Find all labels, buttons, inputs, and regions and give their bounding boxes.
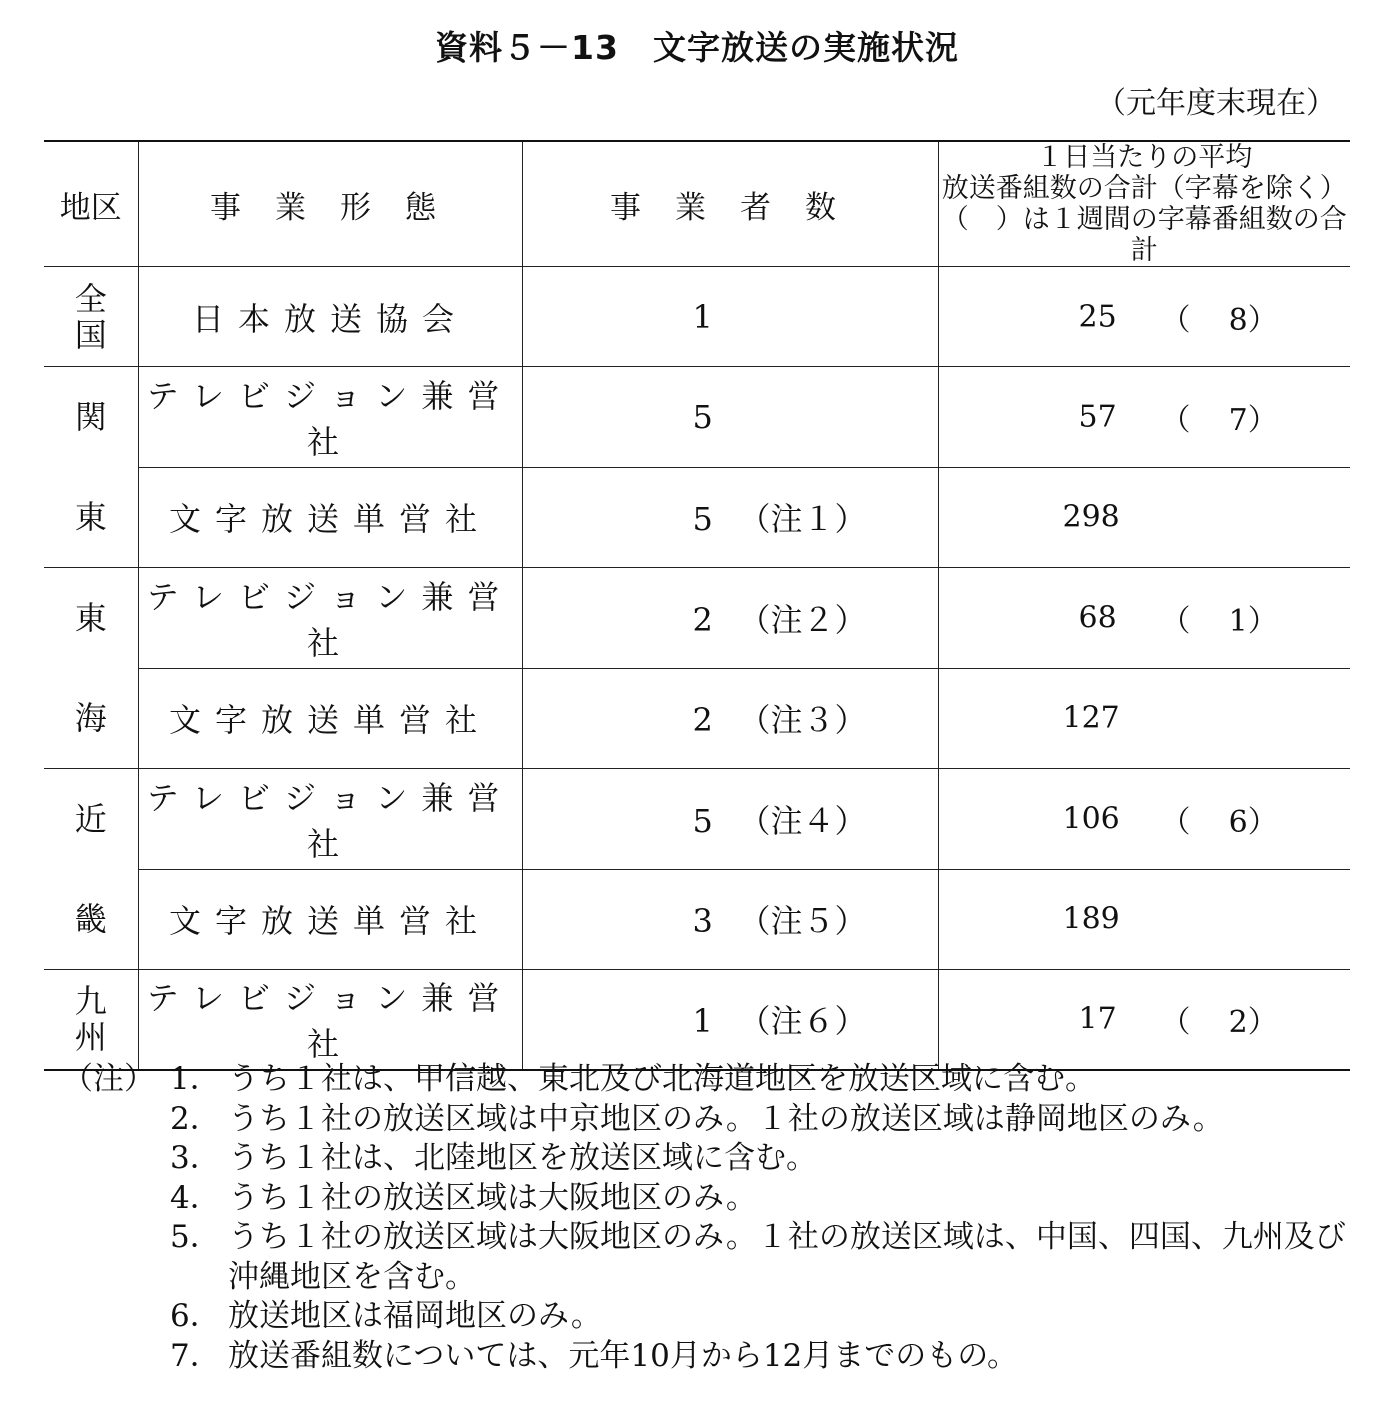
operator-note: （注４） bbox=[738, 801, 867, 840]
operator-count: 1 bbox=[692, 297, 713, 336]
region-cell bbox=[44, 970, 138, 1070]
region-name-char: 近 bbox=[74, 800, 107, 838]
operator-count-cell bbox=[522, 970, 938, 1070]
region-name: 九州 bbox=[74, 982, 107, 1057]
operator-count: 5 bbox=[692, 500, 713, 539]
region-name bbox=[73, 568, 109, 768]
region-name-char: 東 bbox=[74, 498, 107, 536]
region-name-char: 東 bbox=[74, 599, 107, 637]
table-row bbox=[44, 769, 1350, 870]
footnote-text: うち１社の放送区域は大阪地区のみ。 bbox=[228, 1179, 757, 1216]
average-programs-cell bbox=[938, 568, 1350, 669]
average-programs-cell bbox=[938, 267, 1350, 367]
operator-count: 5 bbox=[692, 801, 713, 840]
average-programs-cell bbox=[938, 668, 1350, 769]
footnote-item bbox=[170, 1139, 1352, 1179]
average-programs: 106 bbox=[1062, 801, 1120, 837]
weekly-captions-value: 1 bbox=[1228, 603, 1248, 639]
region-name-char: 海 bbox=[74, 699, 107, 737]
operator-count: 3 bbox=[692, 902, 713, 941]
footnote-number: 1． bbox=[170, 1061, 221, 1097]
business-type-cell: テレビジョン兼営社 bbox=[138, 568, 522, 669]
operator-count: 2 bbox=[692, 701, 713, 740]
operator-note: （注５） bbox=[738, 902, 867, 941]
footnotes bbox=[62, 1060, 1352, 1376]
operator-count-cell bbox=[522, 467, 938, 568]
header-average-line1: １日当たりの平均 bbox=[1036, 142, 1253, 173]
footnote-item bbox=[170, 1060, 1352, 1100]
operator-note: （注３） bbox=[738, 701, 867, 740]
teletext-status-table bbox=[44, 140, 1350, 1071]
header-region: 地区 bbox=[44, 141, 138, 267]
average-programs-cell bbox=[938, 769, 1350, 870]
business-type-cell: テレビジョン兼営社 bbox=[138, 367, 522, 468]
weekly-captions-value: 6 bbox=[1228, 804, 1248, 840]
header-business-type: 事業形態 bbox=[138, 141, 522, 267]
business-type-cell: 文字放送単営社 bbox=[138, 467, 522, 568]
footnote-item bbox=[170, 1100, 1352, 1140]
weekly-captions: （ 7） bbox=[1160, 402, 1278, 438]
region-name bbox=[73, 367, 109, 567]
business-type-cell: 文字放送単営社 bbox=[138, 668, 522, 769]
footnote-number: 2． bbox=[170, 1100, 221, 1137]
operator-count-cell bbox=[522, 668, 938, 769]
average-programs-cell bbox=[938, 869, 1350, 970]
operator-count-cell bbox=[522, 769, 938, 870]
header-average-programs bbox=[938, 141, 1350, 267]
weekly-captions: （ 2） bbox=[1160, 1005, 1278, 1041]
average-programs-cell bbox=[938, 467, 1350, 568]
business-type-cell: テレビジョン兼営社 bbox=[138, 769, 522, 870]
region-cell bbox=[44, 568, 138, 769]
operator-count: 2 bbox=[692, 600, 713, 639]
document-title: 資料５－13 文字放送の実施状況 bbox=[435, 28, 959, 67]
footnote-text: 放送番組数については、元年10月から12月までのもの。 bbox=[228, 1337, 1019, 1374]
footnote-item bbox=[170, 1337, 1352, 1377]
footnote-number: 5． bbox=[170, 1219, 221, 1255]
header-average-line2: 放送番組数の合計（字幕を除く） bbox=[941, 173, 1347, 204]
footnote-number: 7． bbox=[170, 1337, 221, 1374]
average-programs: 57 bbox=[1078, 399, 1117, 435]
average-programs-cell bbox=[938, 970, 1350, 1070]
footnote-text: 放送地区は福岡地区のみ。 bbox=[228, 1298, 602, 1334]
table-row bbox=[44, 869, 1350, 970]
business-type-cell: 文字放送単営社 bbox=[138, 869, 522, 970]
region-name-char: 畿 bbox=[74, 900, 107, 938]
operator-note: （注６） bbox=[738, 1002, 867, 1041]
operator-count: 5 bbox=[692, 397, 713, 436]
region-cell bbox=[44, 769, 138, 970]
region-name: 全国 bbox=[74, 279, 107, 354]
region-cell bbox=[44, 367, 138, 568]
header-operator-count: 事業者数 bbox=[522, 141, 938, 267]
operator-count-cell bbox=[522, 869, 938, 970]
weekly-captions-value: 2 bbox=[1228, 1005, 1248, 1041]
average-programs: 17 bbox=[1078, 1001, 1117, 1037]
average-programs: 189 bbox=[1062, 901, 1120, 937]
footnote-number: 3． bbox=[170, 1140, 221, 1176]
operator-count-cell bbox=[522, 267, 938, 367]
business-type-cell: 日本放送協会 bbox=[138, 267, 522, 367]
header-average-line3: （ ）は１週間の字幕番組数の合計 bbox=[941, 204, 1347, 266]
weekly-captions: （ 8） bbox=[1160, 302, 1278, 338]
footnote-text: うち１社の放送区域は中京地区のみ。１社の放送区域は静岡地区のみ。 bbox=[228, 1100, 1224, 1137]
footnotes-label: （注） bbox=[62, 1061, 155, 1097]
table-row bbox=[44, 668, 1350, 769]
header-row bbox=[44, 141, 1350, 267]
weekly-captions-value: 8 bbox=[1228, 302, 1248, 338]
footnote-item bbox=[170, 1218, 1352, 1297]
as-of-date: （元年度末現在） bbox=[1096, 86, 1336, 121]
table-row bbox=[44, 467, 1350, 568]
operator-count: 1 bbox=[692, 1002, 713, 1041]
region-cell bbox=[44, 267, 138, 367]
footnotes-list bbox=[62, 1060, 1352, 1376]
business-type-cell: テレビジョン兼営社 bbox=[138, 970, 522, 1070]
footnote-text: うち１社は、北陸地区を放送区域に含む。 bbox=[228, 1140, 817, 1176]
operator-count-cell bbox=[522, 367, 938, 468]
operator-note: （注１） bbox=[738, 500, 867, 539]
average-programs: 68 bbox=[1078, 600, 1117, 636]
operator-note: （注２） bbox=[738, 600, 867, 639]
weekly-captions: （ 6） bbox=[1160, 804, 1278, 840]
table-row bbox=[44, 970, 1350, 1070]
weekly-captions-value: 7 bbox=[1228, 402, 1248, 438]
table-row bbox=[44, 267, 1350, 367]
operator-count-cell bbox=[522, 568, 938, 669]
table-row bbox=[44, 367, 1350, 468]
footnote-number: 6． bbox=[170, 1298, 221, 1334]
weekly-captions: （ 1） bbox=[1160, 603, 1278, 639]
average-programs: 25 bbox=[1078, 299, 1117, 334]
region-name bbox=[73, 769, 109, 969]
footnote-item bbox=[170, 1179, 1352, 1219]
table-row bbox=[44, 568, 1350, 669]
average-programs: 298 bbox=[1062, 499, 1120, 535]
average-programs-cell bbox=[938, 367, 1350, 468]
footnote-item bbox=[170, 1297, 1352, 1337]
region-name-char: 関 bbox=[74, 398, 107, 436]
footnote-number: 4． bbox=[170, 1179, 221, 1216]
footnote-text: うち１社の放送区域は大阪地区のみ。１社の放送区域は、中国、四国、九州及び沖縄地区を含む。 bbox=[228, 1219, 1346, 1295]
footnote-text: うち１社は、甲信越、東北及び北海道地区を放送区域に含む。 bbox=[228, 1061, 1096, 1097]
average-programs: 127 bbox=[1062, 700, 1120, 736]
